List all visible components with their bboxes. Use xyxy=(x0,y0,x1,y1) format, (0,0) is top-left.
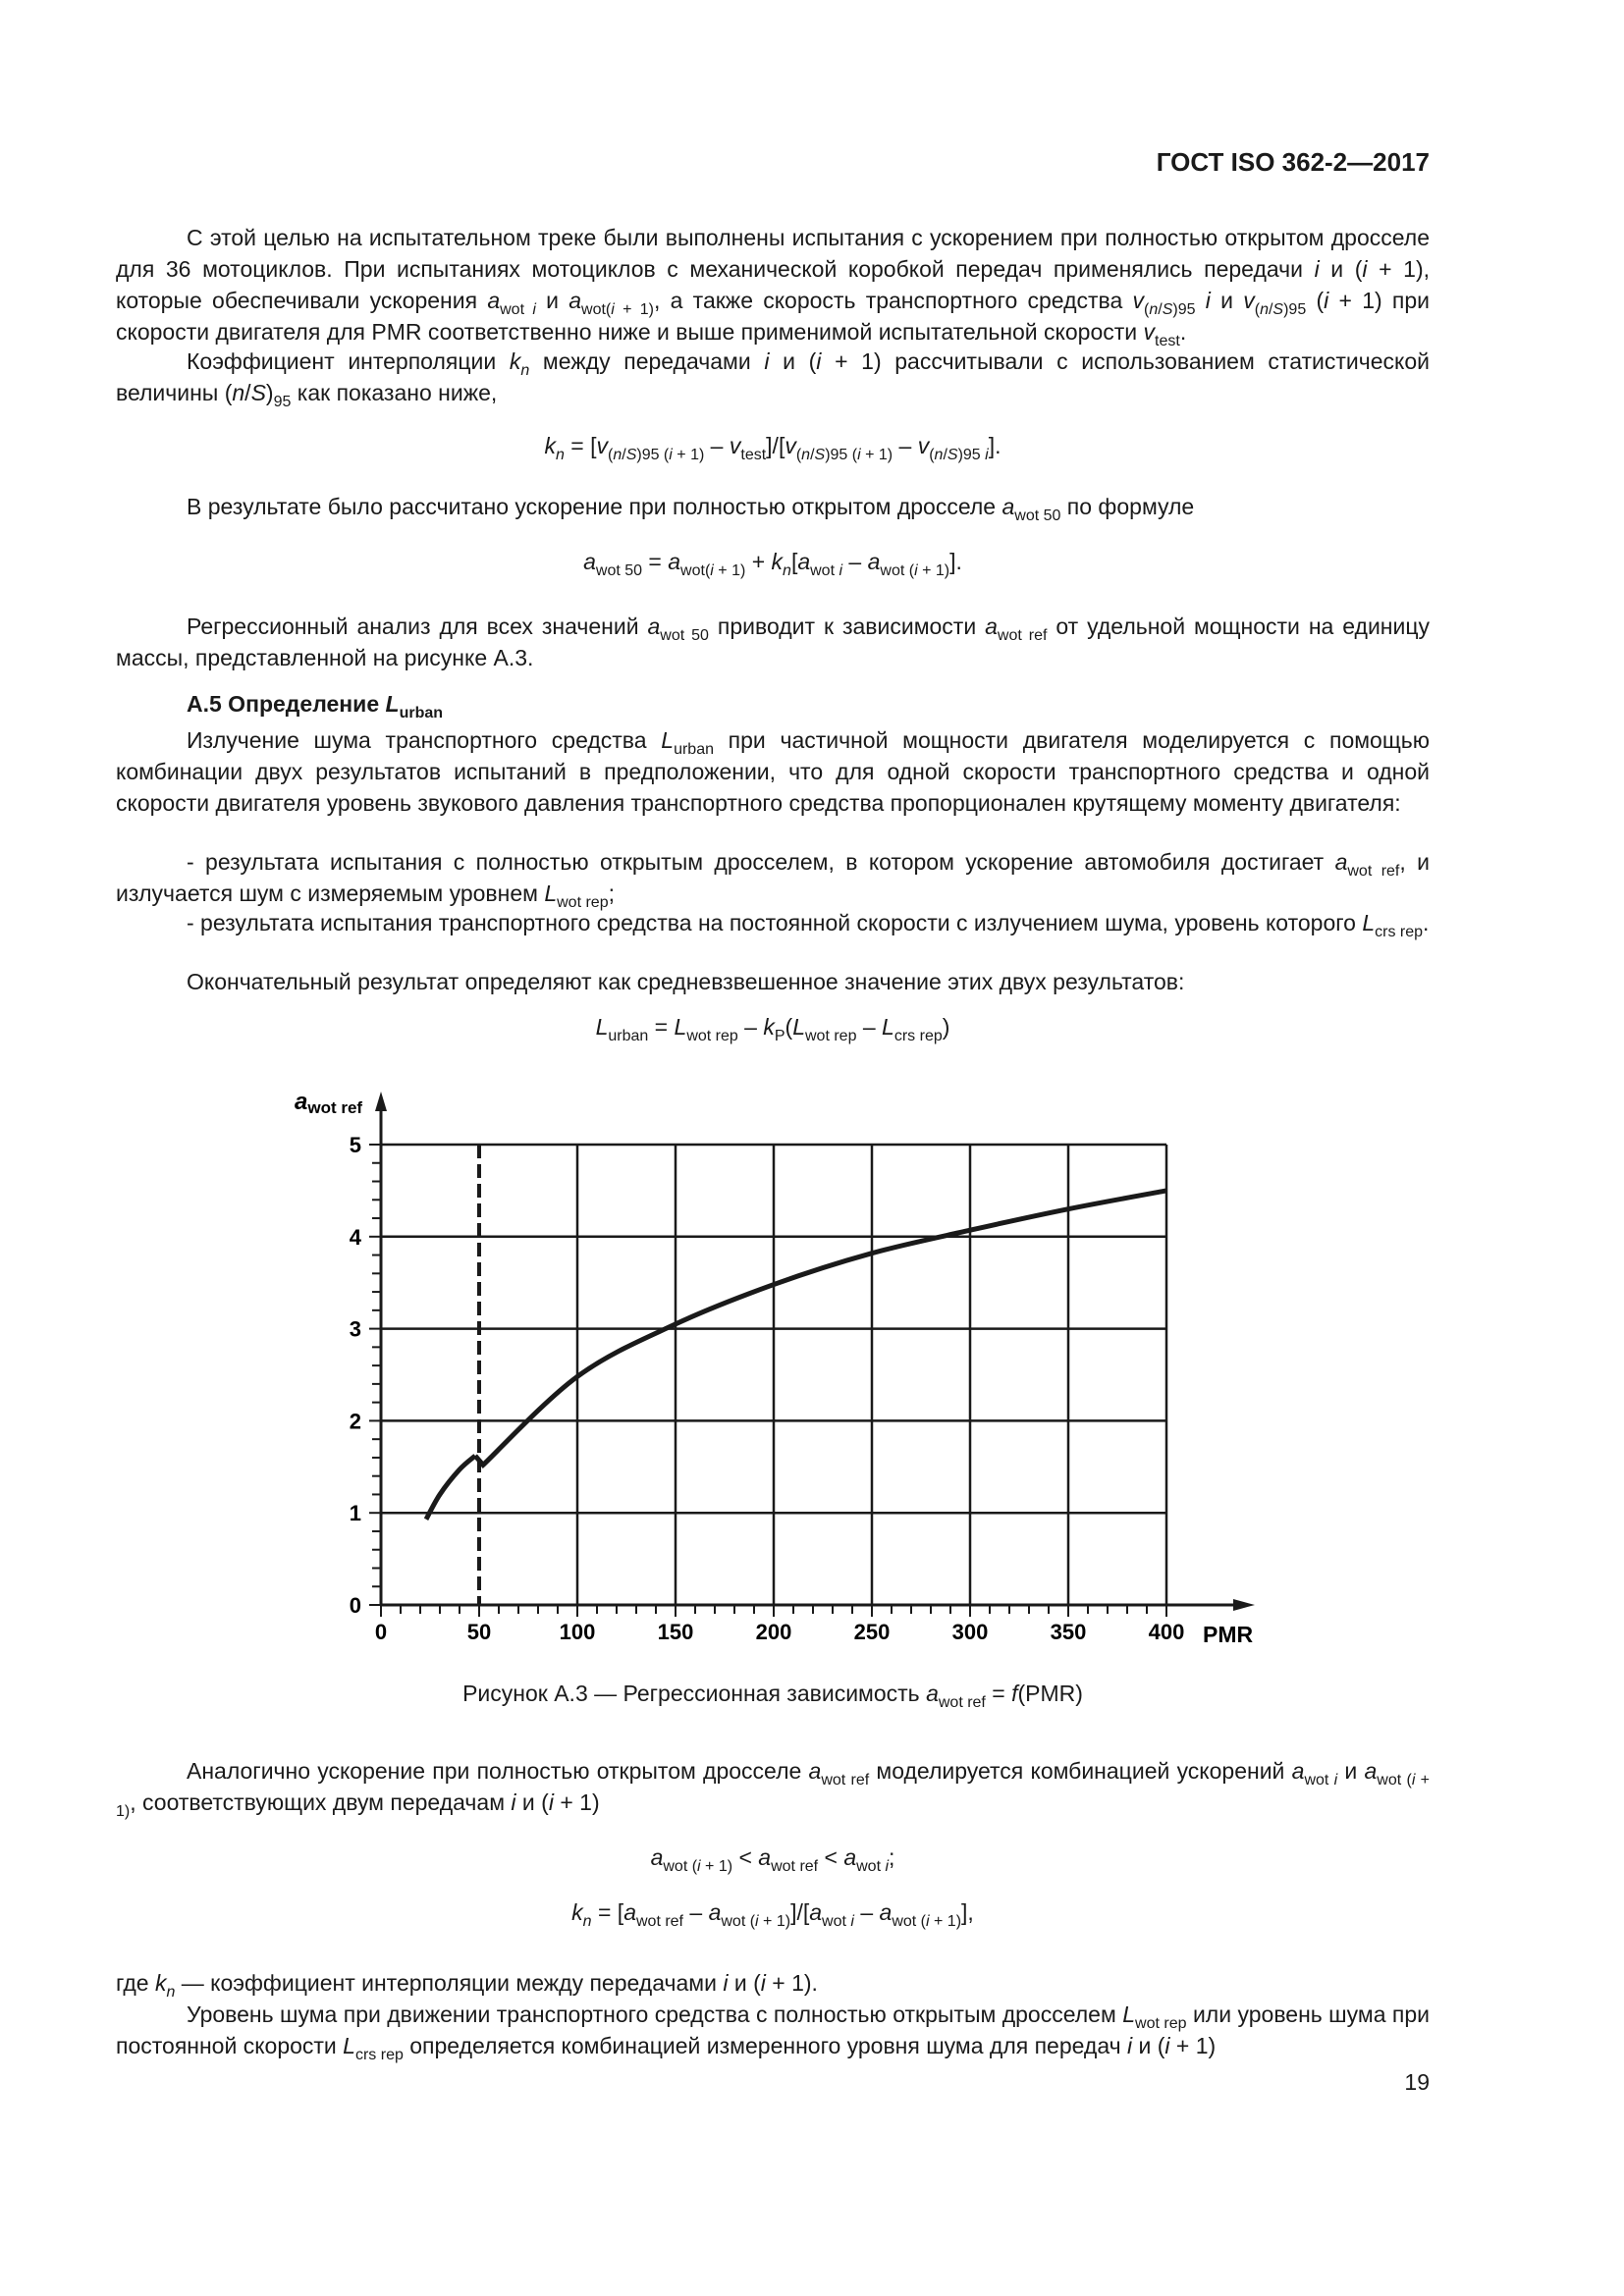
formula-kn-2: $k_n = [a_{wot ref} - a_{wot (i + 1)}]/[a_{wot i} - a_{wot (i + 1)}]$, xyxy=(571,1899,974,1930)
x-axis-arrow xyxy=(1233,1599,1255,1611)
document-header: ГОСТ ISO 362-2—2017 xyxy=(1156,147,1430,177)
y-tick-label-1: 1 xyxy=(349,1501,361,1526)
x-tick-label-400: 400 xyxy=(1148,1620,1185,1644)
x-tick-label-0: 0 xyxy=(374,1620,388,1644)
regression-chart xyxy=(285,1080,1286,1659)
chart-axes xyxy=(375,1092,1255,1611)
formula-awot50: $a_{wot 50} = a_{wot(i + 1)} + k_n[a_{wot i} - a_{wot (i + 1)}]$. xyxy=(583,549,962,579)
formula-lurban: $L_{urban} = L_{wot rep} - k_P(L_{wot rep} - L_{crs rep})$ xyxy=(595,1014,950,1044)
regression-curve-low xyxy=(426,1456,475,1520)
paragraph-9: Уровень шума при движении транспортного средства с полностью открытым дросселем $L_{wot rep}$ или уровень шума при постоянной скорости $L_{crs rep}$ определяется комбинацией измеренного уровня шума для передач i и (i + 1) xyxy=(116,2002,1431,2063)
x-tick-label-50: 50 xyxy=(466,1620,492,1644)
x-tick-label-150: 150 xyxy=(657,1620,694,1644)
x-tick-label-300: 300 xyxy=(951,1620,989,1644)
formula-inequality: $a_{wot (i + 1)} < a_{wot ref} < a_{wot i}$; xyxy=(650,1844,895,1875)
y-tick-label-2: 2 xyxy=(349,1409,361,1434)
figure-caption: Рисунок А.3 — Регрессионная зависимость $a_{wot ref} = f(PMR)$ xyxy=(462,1681,1083,1711)
page-number: 19 xyxy=(1404,2069,1430,2095)
x-tick-label-350: 350 xyxy=(1050,1620,1087,1644)
formula-kn: $k_n = [v_{(n/S)95 (i + 1)} - v_{test}]/[v_{(n/S)95 (i + 1)} - v_{(n/S)95 i}]$. xyxy=(544,433,1001,463)
y-tick-label-5: 5 xyxy=(349,1133,361,1157)
bullet-2: - результата испытания транспортного средства на постоянной скорости с излучением шума, уровень которого $L_{crs rep}$. xyxy=(187,910,1430,940)
x-tick-label-200: 200 xyxy=(755,1620,792,1644)
x-axis-label: PMR xyxy=(1203,1622,1254,1647)
paragraph-3: В результате было рассчитано ускорение при полностью открытом дросселе $a_{wot 50}$ по формуле xyxy=(187,494,1195,524)
y-axis-label: awot ref xyxy=(295,1089,363,1117)
paragraph-6: Окончательный результат определяют как средневзвешенное значение этих двух результатов: xyxy=(187,969,1185,994)
section-heading-a5: А.5 Определение $L_{urban}$ xyxy=(187,691,444,721)
paragraph-2: Коэффициент интерполяции $k_n$ между передачами i и (i + 1) рассчитывали с использованием статистической величины $(n/S)_{95}$ как показано ниже, xyxy=(116,348,1430,410)
y-tick-label-0: 0 xyxy=(349,1593,361,1618)
y-tick-label-3: 3 xyxy=(349,1316,361,1342)
y-tick-label-4: 4 xyxy=(349,1224,361,1250)
x-tick-label-250: 250 xyxy=(853,1620,891,1644)
paragraph-7: Аналогично ускорение при полностью открытом дросселе $a_{wot ref}$ моделируется комбинацией ускорений $a_{wot i}$ и $a_{wot (i + 1)}$, соответствующих двум передачам i и (i + 1) xyxy=(116,1758,1431,1820)
y-axis-arrow xyxy=(375,1092,387,1111)
bullet-1: - результата испытания с полностью открытым дросселем, в котором ускорение автомобиля достигает $a_{wot ref}$, и излучается шум с измеряемым уровнем $L_{wot rep}$; xyxy=(116,849,1430,911)
paragraph-8: где $k_n$ — коэффициент интерполяции между передачами i и (i + 1). xyxy=(116,1970,818,2001)
paragraph-4: Регрессионный анализ для всех значений $a_{wot 50}$ приводит к зависимости $a_{wot ref}$ от удельной мощности на единицу массы, представленной на рисунке А.3. xyxy=(116,614,1431,670)
paragraph-5: Излучение шума транспортного средства $L_{urban}$ при частичной мощности двигателя моделируется с помощью комбинации двух результатов испытаний в предположении, что для одной скорости транспортного средства и одной скорости двигателя уровень звукового давления транспортного средства пропорционален крутящему моменту двигателя: xyxy=(116,727,1430,816)
paragraph-1: С этой целью на испытательном треке были выполнены испытания с ускорением при полностью открытом дросселе для 36 мотоциклов. При испытаниях мотоциклов с механической коробкой передач применялись передачи i и (i + 1), которые обеспечивали ускорения $a_{wot i}$ и $a_{wot(i + 1)}$, а также скорость транспортного средства $v_{(n/S)95}$ i и $v_{(n/S)95}$ (i + 1) при скорости двигателя для PMR соответственно ниже и выше применимой испытательной скорости $v_{test}$. xyxy=(116,225,1430,349)
x-tick-label-100: 100 xyxy=(559,1620,596,1644)
